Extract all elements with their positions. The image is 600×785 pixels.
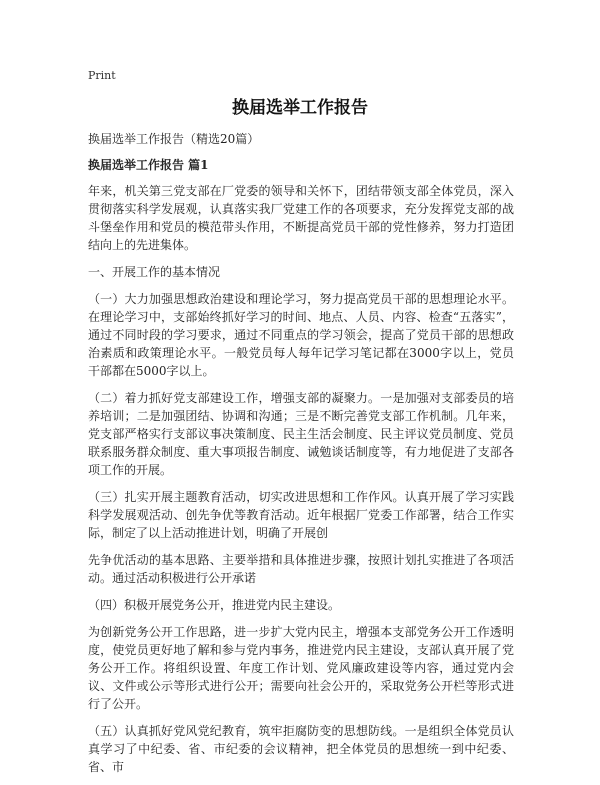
paragraph-item-4-body: 为创新党务公开工作思路，进一步扩大党内民主，增强本支部党务公开工作透明度，使党员更好地了解和参与党内事务，推进党内民主建设，支部认真开展了党务公开工作。将组织设置、年度工作计划、党风廉政建设等内容，通过党内会议、文件或公示等形式进行公开；需要向社会公开的，采取党务公开栏等形式进行了公开。: [88, 625, 514, 711]
document-body: [88, 130, 514, 785]
document-title: 换届选举工作报告: [232, 98, 368, 118]
paragraph-intro: 年来，机关第三党支部在厂党委的领导和关怀下，团结带领支部全体党员，深入贯彻落实科学发展观，认真落实我厂党建工作的各项要求，充分发挥党支部的战斗堡垒作用和党员的模范带头作用，不断提高党员干部的党性修养，努力打造团结向上的先进集体。: [88, 184, 514, 252]
section-title: 换届选举工作报告 篇1: [88, 158, 209, 172]
heading-basic-situation: 一、开展工作的基本情况: [88, 265, 221, 279]
paragraph-item-5: （五）认真抓好党风党纪教育，筑牢拒腐防变的思想防线。一是组织全体党员认真学习了中纪委、省、市纪委的会议精神，把全体党员的思想统一到中纪委、省、市: [88, 724, 514, 774]
print-label: Print: [88, 69, 116, 82]
paragraph-item-1: （一）大力加强思想政治建设和理论学习，努力提高党员干部的思想理论水平。在理论学习中，支部始终抓好学习的时间、地点、人员、内容、检查“五落实”，通过不同时段的学习要求，通过不同重点的学习领会，提高了党员干部的思想政治素质和政策理论水平。一般党员每人每年记学习笔记都在3000字以上，党员干部都在5000字以上。: [88, 292, 514, 378]
paragraph-item-3-continued: 先争优活动的基本思路、主要举措和具体推进步骤，按照计划扎实推进了各项活动。通过活动积极进行公开承诺: [88, 553, 514, 585]
document-subtitle: 换届选举工作报告（精选20篇）: [88, 132, 260, 146]
paragraph-item-2: （二）着力抓好党支部建设工作，增强支部的凝聚力。一是加强对支部委员的培养培训；二是加强团结、协调和沟通；三是不断完善党支部工作机制。几年来，党支部严格实行支部议事决策制度、民主生活会制度、民主评议党员制度、党员联系服务群众制度、重大事项报告制度、诫勉谈话制度等，有力地促进了支部各项工作的开展。: [88, 391, 514, 477]
paragraph-item-3: （三）扎实开展主题教育活动，切实改进思想和工作作风。认真开展了学习实践科学发展观活动、创先争优等教育活动。近年根据厂党委工作部署，结合工作实际，制定了以上活动推进计划，明确了开展创: [88, 490, 514, 540]
paragraph-item-4-heading: （四）积极开展党务公开，推进党内民主建设。: [88, 598, 341, 612]
